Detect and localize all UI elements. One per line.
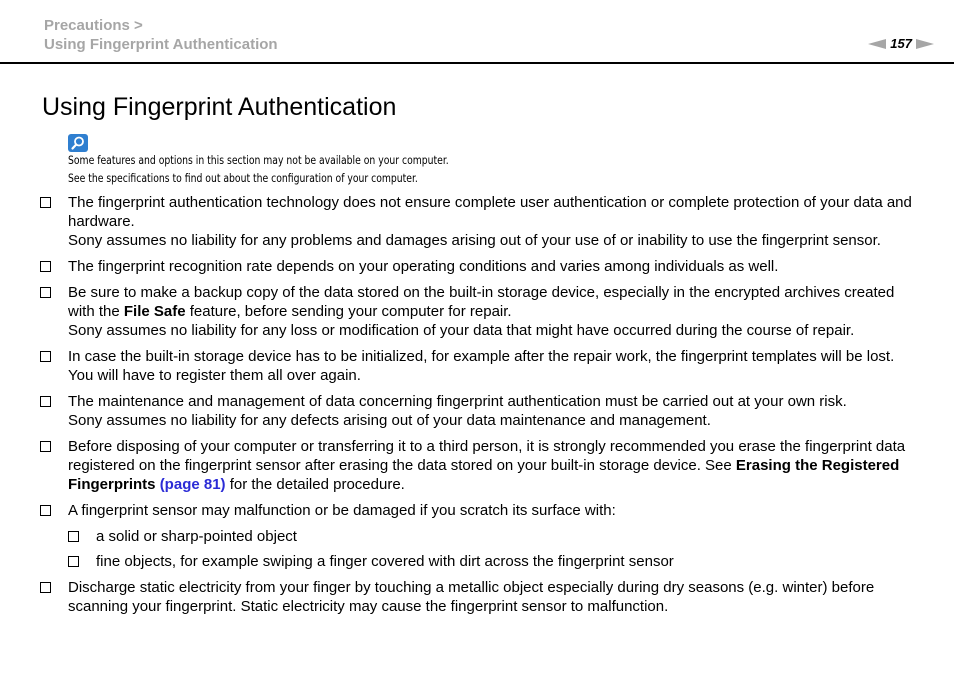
checkbox-bullet-icon <box>40 261 51 272</box>
checkbox-bullet-icon <box>40 441 51 452</box>
item-text: In case the built-in storage device has to be initialized, for example after the repair work, the fingerprint templates will be lost. You will have to register them all over again. <box>68 348 895 384</box>
sub-list-item <box>96 527 896 546</box>
previous-page-arrow-icon[interactable] <box>868 39 886 49</box>
checkbox-bullet-icon <box>40 197 51 208</box>
breadcrumb-parent[interactable]: Precautions > <box>44 17 143 34</box>
page-number: 157 <box>890 36 912 51</box>
erasing-fingerprints-term: Erasing the Registered Fingerprints <box>68 457 900 493</box>
checkbox-bullet-icon <box>40 505 51 516</box>
magnifier-note-icon <box>68 134 88 152</box>
list-item <box>68 347 918 385</box>
text-segment: Be sure to make a backup copy of the data stored on the built-in storage device, especially in the encrypted archives created with the <box>68 284 895 320</box>
availability-note <box>68 152 449 188</box>
item-text: The fingerprint recognition rate depends on your operating conditions and varies among individuals as well. <box>68 258 779 275</box>
item-text: Sony assumes no liability for any defects arising out of your data maintenance and management. <box>68 412 711 429</box>
note-line: Some features and options in this section may not be available on your computer. <box>68 154 449 167</box>
item-text: fine objects, for example swiping a finger covered with dirt across the fingerprint sensor <box>96 553 674 570</box>
item-text <box>68 437 918 494</box>
text-segment: Before disposing of your computer or transferring it to a third person, it is strongly recommended you erase the fingerprint data registered on the fingerprint sensor after erasing the data stored on your built-in storage device. See <box>68 438 906 474</box>
list-item <box>68 578 918 616</box>
file-safe-term: File Safe <box>123 303 186 320</box>
item-text <box>68 283 918 321</box>
next-page-arrow-icon[interactable] <box>916 39 934 49</box>
item-text: a solid or sharp-pointed object <box>96 528 297 545</box>
page-navigator <box>868 36 934 51</box>
sub-list-item <box>96 552 896 571</box>
breadcrumb-current: Using Fingerprint Authentication <box>44 36 278 53</box>
checkbox-bullet-icon <box>68 556 79 567</box>
checkbox-bullet-icon <box>40 396 51 407</box>
checkbox-bullet-icon <box>40 287 51 298</box>
list-item <box>68 283 918 340</box>
item-text: Sony assumes no liability for any problems and damages arising out of your use of or inability to use the fingerprint sensor. <box>68 232 881 249</box>
item-text: The fingerprint authentication technology does not ensure complete user authentication or complete protection of your data and hardware. <box>68 194 912 230</box>
item-text: Discharge static electricity from your finger by touching a metallic object especially during dry seasons (e.g. winter) before scanning your fingerprint. Static electricity may cause the fingerprint sensor to malfunction. <box>68 579 875 615</box>
list-item <box>68 257 918 276</box>
list-item <box>68 392 918 430</box>
item-text: A fingerprint sensor may malfunction or be damaged if you scratch its surface with: <box>68 502 616 519</box>
header-divider <box>0 62 954 64</box>
breadcrumb <box>44 16 278 54</box>
text-segment: for the detailed procedure. <box>225 476 405 493</box>
checkbox-bullet-icon <box>40 582 51 593</box>
list-item <box>68 437 918 494</box>
list-item <box>68 193 918 250</box>
list-item <box>68 501 918 520</box>
checkbox-bullet-icon <box>40 351 51 362</box>
note-line: See the specifications to find out about the configuration of your computer. <box>68 172 418 185</box>
text-segment: feature, before sending your computer for repair. <box>185 303 512 320</box>
page-title: Using Fingerprint Authentication <box>42 93 397 121</box>
page-81-link[interactable]: (page 81) <box>159 476 226 493</box>
checkbox-bullet-icon <box>68 531 79 542</box>
item-text: The maintenance and management of data concerning fingerprint authentication must be carried out at your own risk. <box>68 393 847 410</box>
item-text: Sony assumes no liability for any loss or modification of your data that might have occurred during the course of repair. <box>68 322 855 339</box>
